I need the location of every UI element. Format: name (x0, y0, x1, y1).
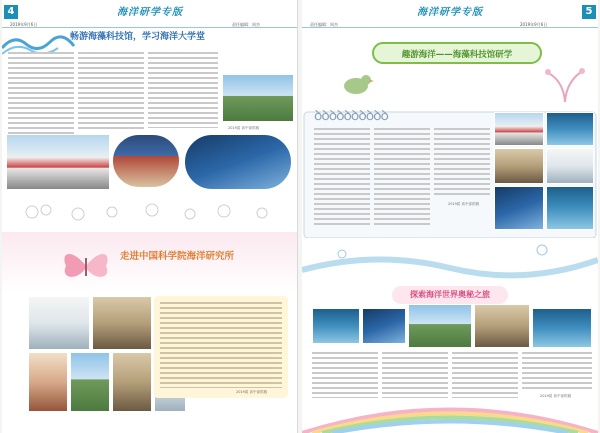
left-article1-text-col2 (78, 52, 144, 132)
right-article1-title: 趣游海洋——海藻科技馆研学 (401, 50, 513, 60)
photo-lecture-screen (184, 134, 292, 190)
balloon-divider (2, 196, 298, 232)
photo-aquarium-4 (474, 304, 530, 348)
photo-science-museum-exterior (222, 74, 294, 122)
left-editor: 责任编辑：周杰 (232, 22, 260, 27)
plant-decoration (542, 66, 588, 102)
right-article1-banner (372, 42, 542, 64)
left-header-title: 海洋研学专版 (117, 7, 183, 18)
left-article2-credit: 2019届 高中部供稿 (236, 390, 268, 394)
left-date: 2019年9月6日 (10, 22, 38, 27)
left-article1-text-col3 (148, 52, 218, 128)
right-date: 2019年9月6日 (520, 22, 548, 27)
photo-aquarium-5 (532, 308, 592, 348)
photo-aquarium-2 (362, 308, 406, 344)
left-page (2, 0, 298, 433)
bubbles-decoration (302, 240, 598, 284)
right-article2-title-box (392, 286, 508, 304)
bird-icon (338, 70, 374, 96)
right-article1-text-col3 (434, 128, 490, 198)
right-article2-title: 探索海洋世界奥秘之旅 (410, 290, 490, 299)
photo-aquarium-1 (312, 308, 360, 344)
left-article1-title: 畅游海藻科技馆，学习海洋大学堂 (70, 32, 206, 42)
right-article1-credit: 2019届 高中部供稿 (448, 202, 480, 206)
left-article2-text (160, 302, 282, 388)
photo-right-6 (546, 186, 594, 230)
photo-right-5 (494, 186, 544, 230)
butterfly-icon (58, 244, 114, 286)
photo-group-banner (6, 134, 110, 190)
right-page-number: 5 (582, 5, 596, 19)
left-article1-credit: 2019届 高中部供稿 (228, 126, 260, 130)
right-page-header (302, 0, 598, 28)
photo-institute-visit (92, 296, 152, 350)
photo-right-4 (546, 148, 594, 184)
right-page (302, 0, 598, 433)
photo-right-3 (494, 148, 544, 184)
right-article1-text-col2 (374, 128, 430, 228)
photo-students-3 (112, 352, 152, 412)
right-article2-text-col4 (522, 352, 592, 392)
photo-institute-building (28, 296, 90, 350)
rainbow-decoration (302, 392, 598, 433)
photo-students-2 (70, 352, 110, 412)
photo-students-1 (28, 352, 68, 412)
photo-right-2 (546, 112, 594, 146)
right-article1-text-col1 (314, 128, 370, 228)
right-article2-credit: 2019届 高中部供稿 (540, 394, 572, 398)
photo-aquarium-3 (408, 304, 472, 348)
notebook-spiral: ꝺꝺꝺꝺꝺꝺꝺꝺꝺꝺ (314, 108, 388, 124)
right-editor: 责任编辑：周杰 (310, 22, 338, 27)
photo-right-1 (494, 112, 544, 146)
left-page-number: 4 (4, 5, 18, 19)
left-article2-title: 走进中国科学院海洋研究所 (120, 251, 235, 262)
photo-museum-hall (112, 134, 180, 188)
right-header-rule (302, 27, 598, 28)
left-page-header (2, 0, 298, 28)
right-header-title: 海洋研学专版 (417, 7, 483, 18)
